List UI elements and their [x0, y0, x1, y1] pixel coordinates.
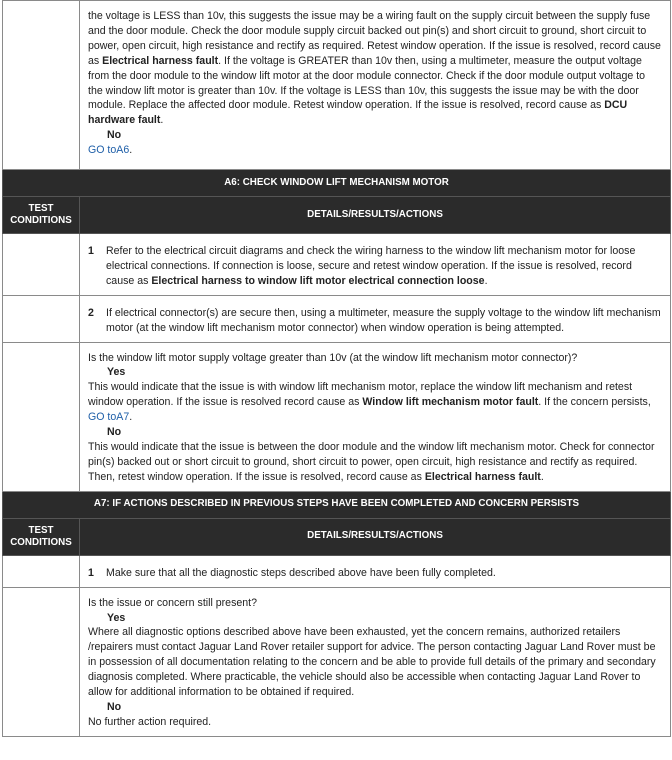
yes-label: Yes: [107, 611, 126, 624]
step-text: If electrical connector(s) are secure then, using a multimeter, measure the supply voltage to the window lift mechanism motor (at the window lift mechanism motor connector) when window operation is being attempted.: [106, 306, 661, 334]
goto-a6-link[interactable]: GO toA6: [88, 144, 130, 157]
table-row: [3, 1, 671, 170]
test-conditions-cell: [3, 1, 80, 170]
no-result: This would indicate that the issue is between the door module and the window lift mechanism motor. Check for connector pin(s) backed out or short circuit to ground, short circuit to power, open circuit, high resistance and rectify as required. Then, retest window operation. If the issue is resolved, record cause as Electrical harness fault.: [88, 440, 655, 483]
details-cell: [80, 555, 671, 587]
details-cell: the voltage is LESS than 10v, this suggests the issue may be a wiring fault on the supply circuit between the supply fuse and the door module. Check the door module supply circuit backed out pin(s) and short circuit to ground, short circuit to power, open circuit, high resistance and rectify as required. Retest window operation. If the issue is resolved, record cause as Electrical harness fault. If the voltage is GREATER than 10v then, using a multimeter, measure the output voltage from the door module to the window lift motor at the door module connector. Check if the door module output voltage to the window lift motor is greater than 10v. If the voltage is LESS than 10v, this suggests the issue may be with the door module. Replace the affected door module. Retest window operation. If the issue is resolved, record cause as DCU hardware fault. No GO toA6.: [80, 1, 671, 170]
step-text: Refer to the electrical circuit diagrams and check the wiring harness to the window lift mechanism motor for loose electrical connections. If connection is loose, secure and retest window operation. If the issue is resolved, record cause as: [106, 245, 636, 287]
table-row: [3, 555, 671, 587]
no-label: No: [107, 700, 122, 713]
diagnostic-table: [2, 0, 671, 737]
test-conditions-header: TEST CONDITIONS: [3, 518, 80, 555]
step-1: [88, 562, 662, 581]
step-2: [88, 302, 662, 336]
column-header-row: [3, 518, 671, 555]
cause-text: Electrical harness fault: [102, 54, 219, 67]
step-text: Make sure that all the diagnostic steps described above have been fully completed.: [106, 566, 496, 579]
step-number: 1: [88, 245, 94, 257]
test-conditions-cell: [3, 234, 80, 296]
step-number: 2: [88, 306, 94, 319]
cause-text: Electrical harness fault: [424, 470, 541, 483]
table-row: [3, 295, 671, 342]
step-1: 1 Refer to the electrical circuit diagrams and check the wiring harness to the window lift mechanism motor for loose electrical connections. If connection is loose, secure and retest window operation. If the issue is resolved, record cause as Electrical harness to window lift motor electrical connection loose.: [88, 245, 636, 287]
table-row: [3, 234, 671, 296]
no-result: No further action required.: [88, 715, 212, 728]
question-text: Is the issue or concern still present?: [88, 596, 257, 609]
test-conditions-cell: [3, 587, 80, 736]
goto-a7-link[interactable]: GO toA7: [88, 411, 130, 424]
yes-label: Yes: [107, 366, 126, 379]
section-title-row: [3, 170, 671, 197]
details-header: DETAILS/RESULTS/ACTIONS: [80, 518, 671, 555]
section-title: A7: IF ACTIONS DESCRIBED IN PREVIOUS STEPS HAVE BEEN COMPLETED AND CONCERN PERSISTS: [3, 491, 671, 518]
details-cell: [80, 295, 671, 342]
yes-result: Where all diagnostic options described above have been exhausted, yet the concern remains, authorized retailers /repairers must contact Jaguar Land Rover retailer support for advice. The person contacting Jaguar Land Rover must be in possession of all documentation relating to the concern and be able to provide full details of the primary and secondary diagnosis completed. Where practicable, the vehicle should also be accessible when contacting Jaguar Land Rover to allow for additional information to be obtained if required.: [88, 626, 656, 699]
cause-text: Electrical harness to window lift motor electrical connection loose: [151, 274, 485, 287]
step-number: 1: [88, 566, 94, 579]
yes-result: This would indicate that the issue is with window lift mechanism motor, replace the window lift mechanism and retest window operation. If the issue is resolved record cause as Window lift mechanism motor fault. If the concern persists, GO toA7.: [88, 381, 651, 424]
section-title: A6: CHECK WINDOW LIFT MECHANISM MOTOR: [3, 170, 671, 197]
body-text: . If the voltage is GREATER than 10v then, using a multimeter, measure the output voltage from the door module to the window lift motor at the door module connector. Check if the door module output voltage to the window lift motor is greater than 10v. If the voltage is LESS than 10v, this suggests the issue may be with the door module. Replace the affected door module. Retest window operation. If the issue is resolved, record cause as: [88, 54, 646, 112]
table-row: [3, 587, 671, 736]
cause-text: DCU hardware fault: [88, 99, 628, 127]
details-cell: [80, 342, 671, 491]
column-header-row: [3, 197, 671, 234]
details-cell: [80, 587, 671, 736]
no-label: No: [107, 426, 122, 439]
result-paragraph: the voltage is LESS than 10v, this suggests the issue may be a wiring fault on the supply circuit between the supply fuse and the door module. Check the door module supply circuit backed out pin(s) and short circuit to ground, short circuit to power, open circuit, high resistance and rectify as required. Retest window operation. If the issue is resolved, record cause as Electrical harness fault. If the voltage is GREATER than 10v then, using a multimeter, measure the output voltage from the door module to the window lift motor at the door module connector. Check if the door module output voltage to the window lift motor is greater than 10v. If the voltage is LESS than 10v, this suggests the issue may be with the door module. Replace the affected door module. Retest window operation. If the issue is resolved, record cause as DCU hardware fault.: [88, 10, 661, 127]
test-conditions-header: TEST CONDITIONS: [3, 197, 80, 234]
details-header: DETAILS/RESULTS/ACTIONS: [80, 197, 671, 234]
cause-text: Window lift mechanism motor fault: [362, 396, 539, 409]
body-text: the voltage is LESS than 10v, this suggests the issue may be a wiring fault on the supply circuit between the supply fuse and the door module. Check the door module supply circuit backed out pin(s) and short circuit to ground, short circuit to power, open circuit, high resistance and rectify as required. Retest window operation. If the issue is resolved, record cause as: [88, 10, 661, 67]
no-label: No: [107, 129, 122, 142]
diagnostic-document: [2, 0, 670, 737]
test-conditions-cell: [3, 342, 80, 491]
section-title-row: [3, 491, 671, 518]
test-conditions-cell: [3, 295, 80, 342]
question-text: Is the window lift motor supply voltage greater than 10v (at the window lift mechanism motor connector)?: [88, 351, 578, 364]
table-row: [3, 342, 671, 491]
test-conditions-cell: [3, 555, 80, 587]
details-cell: [80, 234, 671, 296]
